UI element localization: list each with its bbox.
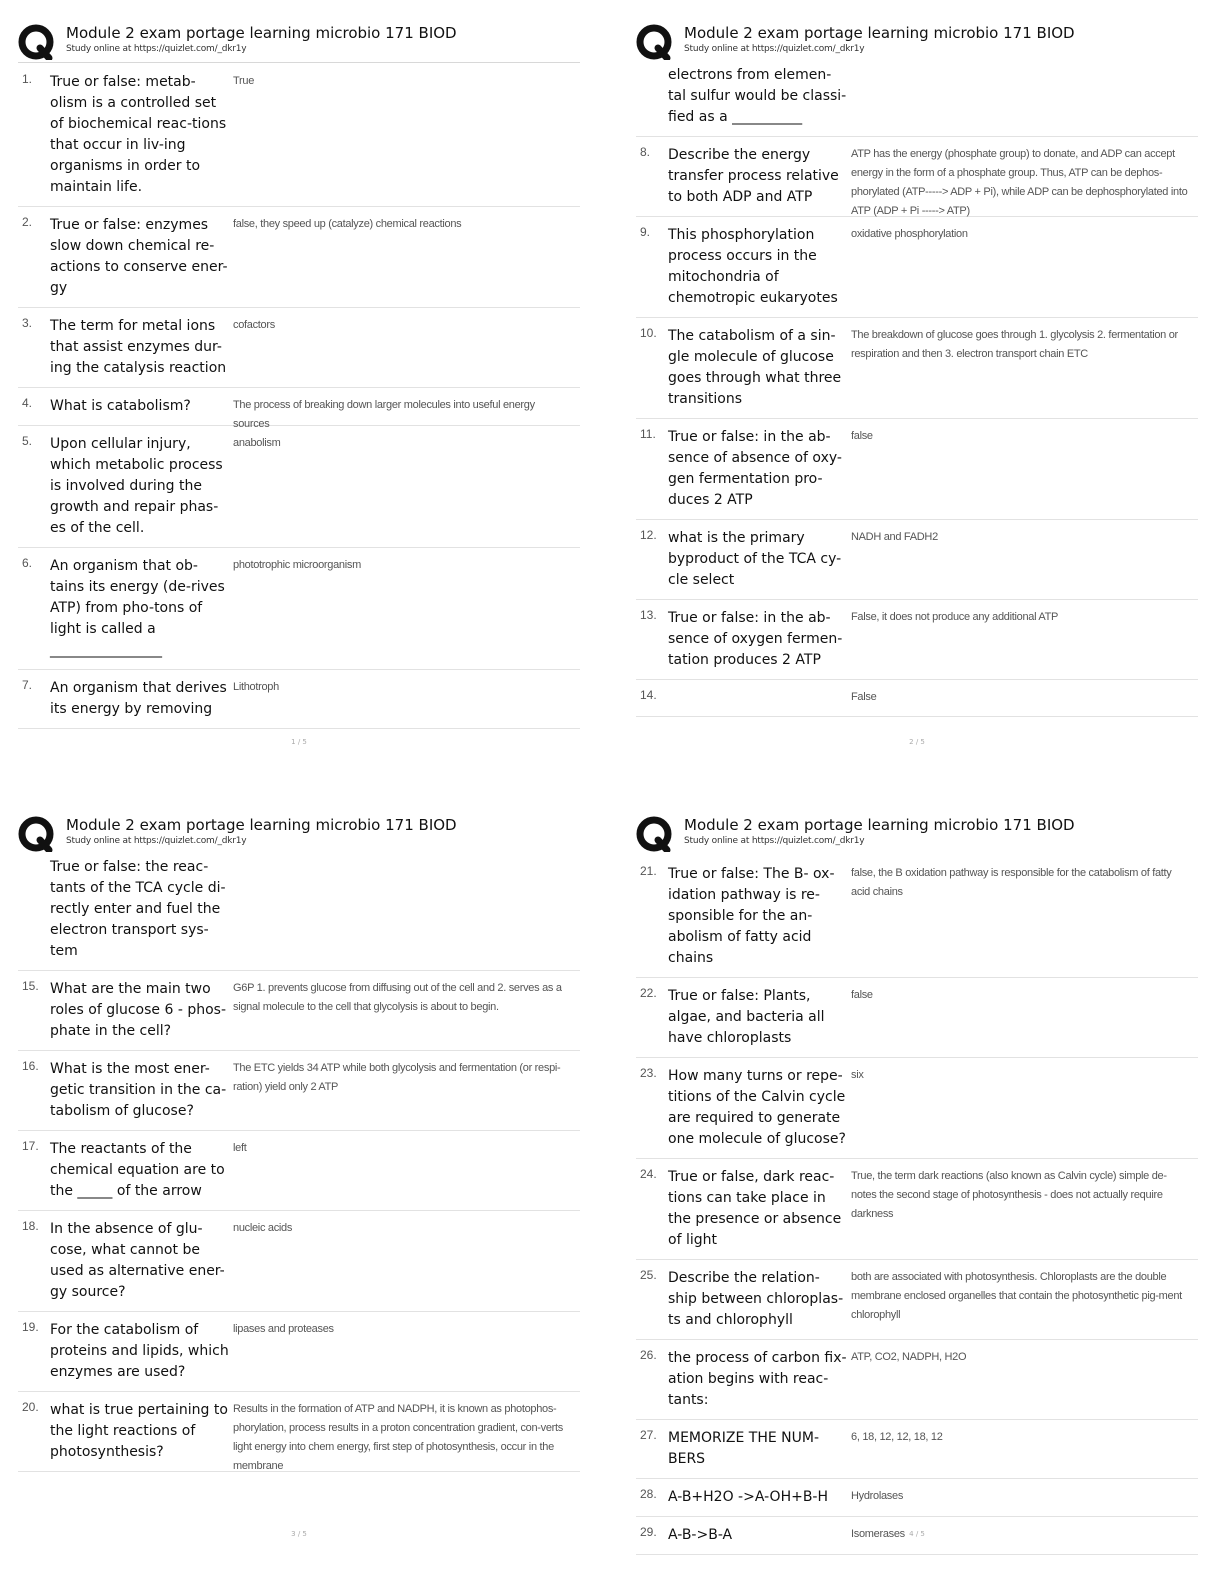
question-text [668,688,848,708]
answer-text: The process of breaking down larger molecules into useful energy sources [233,399,535,430]
quizlet-logo-icon [18,24,54,60]
qa-row [636,1159,1198,1260]
answer-text: The ETC yields 34 ATP while both glycolysis and fermentation (or respi-ration) yield only 2 ATP [233,1062,561,1093]
qa-row [18,1392,580,1472]
question-text: An organism that ob-tains its energy (de-rives ATP) from pho-tons of light is called a ________________ [50,558,225,658]
qa-row [636,680,1198,717]
question-number: 9. [640,225,651,239]
question-text: Upon cellular injury, which metabolic process is involved during the growth and repair phas-es of the cell. [50,436,223,536]
qa-row [636,1340,1198,1420]
qa-list [18,64,580,729]
question-number: 8. [640,145,651,159]
question-number: 3. [22,316,33,330]
question-number: 7. [22,678,33,692]
question-text: True or false: in the ab-sence of absence of oxy-gen fermentation pro-duces 2 ATP [668,429,842,508]
question-text: True or false: enzymes slow down chemical re-actions to conserve ener-gy [50,217,228,296]
question-text: what is the primary byproduct of the TCA cy-cle select [668,530,842,588]
answer-text: Results in the formation of ATP and NADPH, it is known as photophos-phorylation, process results in a proton concentration gradient, con-verts light energy into chem energy, first step of photosynthesis, occur in the membrane [233,1403,563,1472]
answer-text: 6, 18, 12, 12, 18, 12 [851,1431,943,1443]
question-number: 18. [22,1219,39,1233]
qa-list [636,64,1198,717]
answer-text: left [233,1142,247,1154]
answer-text: False [851,691,877,703]
question-text: What is catabolism? [50,398,191,414]
qa-row [18,1312,580,1392]
page-header [636,22,1196,62]
answer-text: Lithotroph [233,681,279,693]
answer-text: nucleic acids [233,1222,293,1234]
answer-text: both are associated with photosynthesis. Chloroplasts are the double membrane enclosed organelles that contain the photosynthetic pig-ment chlorophyll [851,1271,1182,1321]
question-text: True or false: metab-olism is a controlled set of biochemical reac-tions that occur in liv-ing organisms in order to maintain life. [50,74,227,195]
page-number: 2 / 5 [909,738,925,746]
qa-row [18,1051,580,1131]
question-number: 16. [22,1059,39,1073]
question-number: 2. [22,215,33,229]
question-number: 27. [640,1428,657,1442]
question-text: The term for metal ions that assist enzymes dur-ing the catalysis reaction [50,318,227,376]
question-number: 1. [22,72,33,86]
qa-row [18,548,580,670]
answer-text: phototrophic microorganism [233,559,361,571]
answer-text: lipases and proteases [233,1323,334,1335]
question-number: 21. [640,864,657,878]
question-text: Describe the energy transfer process relative to both ADP and ATP [668,147,839,205]
qa-row [18,971,580,1051]
answer-text: ATP, CO2, NADPH, H2O [851,1351,967,1363]
page-header [636,814,1196,854]
question-number: 24. [640,1167,657,1181]
question-number: 6. [22,556,33,570]
qa-row [636,600,1198,680]
question-number: 29. [640,1525,657,1539]
qa-row [636,1260,1198,1340]
page-number: 1 / 5 [291,738,307,746]
answer-text: True, the term dark reactions (also known as Calvin cycle) simple de-notes the second stage of photosynthesis - does not actually require darkness [851,1170,1167,1220]
answer-text: True [233,75,255,87]
page-1 [18,22,578,782]
study-link[interactable]: Study online at https://quizlet.com/_dkr1y [684,44,865,54]
qa-row [18,670,580,729]
qa-row [636,318,1198,419]
answer-text: Hydrolases [851,1490,904,1502]
question-text: True or false: Plants, algae, and bacteria all have chloroplasts [668,988,825,1046]
question-number: 15. [22,979,39,993]
question-text: A-B+H2O ->A-OH+B-H [668,1489,829,1505]
question-text: True or false: the reac-tants of the TCA cycle di-rectly enter and fuel the electron transport sys-tem [50,859,226,959]
qa-list [18,856,580,1472]
question-text: electrons from elemen-tal sulfur would be classi-fied as a __________ [668,67,847,125]
question-number: 14. [640,688,657,702]
qa-row [636,1479,1198,1517]
doc-title: Module 2 exam portage learning microbio 171 BIOD [684,816,1075,834]
question-text: How many turns or repe-titions of the Calvin cycle are required to generate one molecule of glucose? [668,1068,846,1147]
question-number: 10. [640,326,657,340]
question-number: 28. [640,1487,657,1501]
question-number: 22. [640,986,657,1000]
question-text: the process of carbon fix-ation begins with reac-tants: [668,1350,847,1408]
question-number: 26. [640,1348,657,1362]
answer-text: G6P 1. prevents glucose from diffusing out of the cell and 2. serves as a signal molecule to the cell that glycolysis is about to begin. [233,982,562,1013]
page-header [18,22,578,62]
question-number: 20. [22,1400,39,1414]
answer-text: anabolism [233,437,281,449]
quizlet-logo-icon [636,24,672,60]
qa-row [636,137,1198,217]
question-number: 19. [22,1320,39,1334]
qa-row [636,856,1198,978]
answer-text: cofactors [233,319,275,331]
qa-row [18,64,580,207]
question-number: 13. [640,608,657,622]
quizlet-logo-icon [636,816,672,852]
page-4 [636,814,1196,1574]
study-link[interactable]: Study online at https://quizlet.com/_dkr1y [66,44,247,54]
qa-row [18,388,580,430]
qa-row [636,520,1198,600]
question-text: True or false, dark reac-tions can take place in the presence or absence of light [668,1169,842,1248]
doc-title: Module 2 exam portage learning microbio 171 BIOD [684,24,1075,42]
page-3 [18,814,578,1574]
answer-text: false, the B oxidation pathway is responsible for the catabolism of fatty acid chains [851,867,1172,898]
answer-text: Isomerases [851,1528,905,1540]
question-text: What is the most ener-getic transition in the ca-tabolism of glucose? [50,1061,227,1119]
answer-text: oxidative phosphorylation [851,228,968,240]
question-number: 11. [640,427,656,441]
answer-text: false [851,430,873,442]
question-number: 4. [22,396,33,410]
doc-title: Module 2 exam portage learning microbio 171 BIOD [66,816,457,834]
question-number: 5. [22,434,33,448]
study-link[interactable]: Study online at https://quizlet.com/_dkr1y [66,836,247,846]
question-text: The reactants of the chemical equation are to the _____ of the arrow [50,1141,225,1199]
quizlet-logo-icon [18,816,54,852]
question-text: what is true pertaining to the light reactions of photosynthesis? [50,1402,228,1460]
doc-title: Module 2 exam portage learning microbio 171 BIOD [66,24,457,42]
answer-text: false, they speed up (catalyze) chemical reactions [233,218,462,230]
question-number: 17. [22,1139,39,1153]
qa-list [636,856,1198,1555]
qa-row [18,308,580,388]
answer-text: False, it does not produce any additional ATP [851,611,1059,623]
answer-text: false [851,989,873,1001]
page-header [18,814,578,854]
question-text: In the absence of glu-cose, what cannot be used as alternative ener-gy source? [50,1221,225,1300]
question-text: A-B->B-A [668,1527,733,1543]
qa-row [18,207,580,308]
question-text: MEMORIZE THE NUM-BERS [668,1430,819,1467]
page-2 [636,22,1196,782]
question-text: This phosphorylation process occurs in the mitochondria of chemotropic eukaryotes [668,227,838,306]
qa-row [636,1058,1198,1159]
qa-row [636,978,1198,1058]
page-number: 4 / 5 [909,1530,925,1538]
page-number: 3 / 5 [291,1530,307,1538]
answer-text: ATP has the energy (phosphate group) to donate, and ADP can accept energy in the form of a phosphate group. Thus, ATP can be dephos-phorylated (ATP-----> ADP + Pi), while ADP can be dephosphorylated into ATP (ADP + Pi -----> ATP) [851,148,1188,217]
qa-row [18,426,580,548]
answer-text: NADH and FADH2 [851,531,938,543]
study-link[interactable]: Study online at https://quizlet.com/_dkr1y [684,836,865,846]
question-text: An organism that derives its energy by removing [50,680,227,717]
question-text: The catabolism of a sin-gle molecule of glucose goes through what three transitions [668,328,842,407]
question-number: 25. [640,1268,657,1282]
question-number: 12. [640,528,657,542]
header-divider [18,62,580,63]
question-text: True or false: in the ab-sence of oxygen fermen-tation produces 2 ATP [668,610,843,668]
question-text: What are the main two roles of glucose 6 - phos-phate in the cell? [50,981,227,1039]
qa-row [636,419,1198,520]
answer-text: six [851,1069,864,1081]
qa-row [636,64,1198,137]
question-text: True or false: The B- ox-idation pathway is re-sponsible for the an-abolism of fatty acid chains [668,866,835,966]
question-text: Describe the relation-ship between chloroplas-ts and chlorophyll [668,1270,844,1328]
qa-row [636,1420,1198,1479]
qa-row [18,856,580,971]
qa-row [636,217,1198,318]
question-text: For the catabolism of proteins and lipids, which enzymes are used? [50,1322,229,1380]
qa-row [18,1131,580,1211]
answer-text: The breakdown of glucose goes through 1. glycolysis 2. fermentation or respiration and then 3. electron transport chain ETC [851,329,1178,360]
qa-row [18,1211,580,1312]
question-number: 23. [640,1066,657,1080]
